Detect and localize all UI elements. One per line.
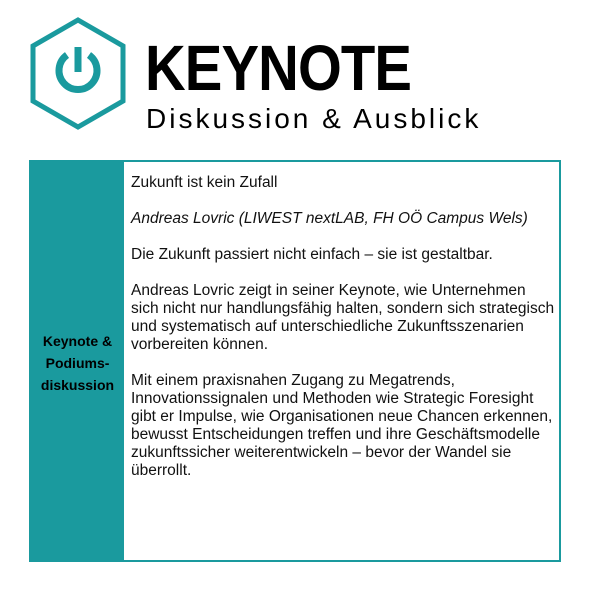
description-paragraph: Die Zukunft passiert nicht einfach – sie ist gestaltbar. (131, 246, 493, 263)
speaker-name: Andreas Lovric (LIWEST nextLAB, FH OÖ Campus Wels) (131, 210, 528, 227)
session-type-label (31, 330, 124, 396)
power-icon (29, 17, 127, 130)
talk-title: Zukunft ist kein Zufall (131, 174, 278, 191)
session-type-bar (31, 162, 124, 560)
session-type-line: Podiums- (45, 355, 110, 371)
session-description (131, 174, 556, 498)
page-title: KEYNOTE (145, 32, 412, 104)
page-subtitle: Diskussion & Ausblick (146, 103, 482, 134)
description-paragraph: Mit einem praxisnahen Zugang zu Megatrends, Innovationssignalen und Methoden wie Strategic Foresight gibt er Impulse, wie Organisationen neue Chancen erkennen, bewusst Entscheidungen treffen und ihre Geschäftsmodelle zukunftssicher weiterentwickeln – bevor der Wandel sie überrollt. (131, 372, 553, 479)
description-paragraph: Andreas Lovric zeigt in seiner Keynote, wie Unternehmen sich nicht nur handlungsfähig halten, sondern sich strategisch und systematisch auf unterschiedliche Zukunftsszenarien vorbereiten können. (131, 282, 555, 353)
session-card (29, 160, 561, 562)
session-type-line: diskussion (40, 377, 115, 393)
session-type-line: Keynote & (42, 333, 113, 349)
